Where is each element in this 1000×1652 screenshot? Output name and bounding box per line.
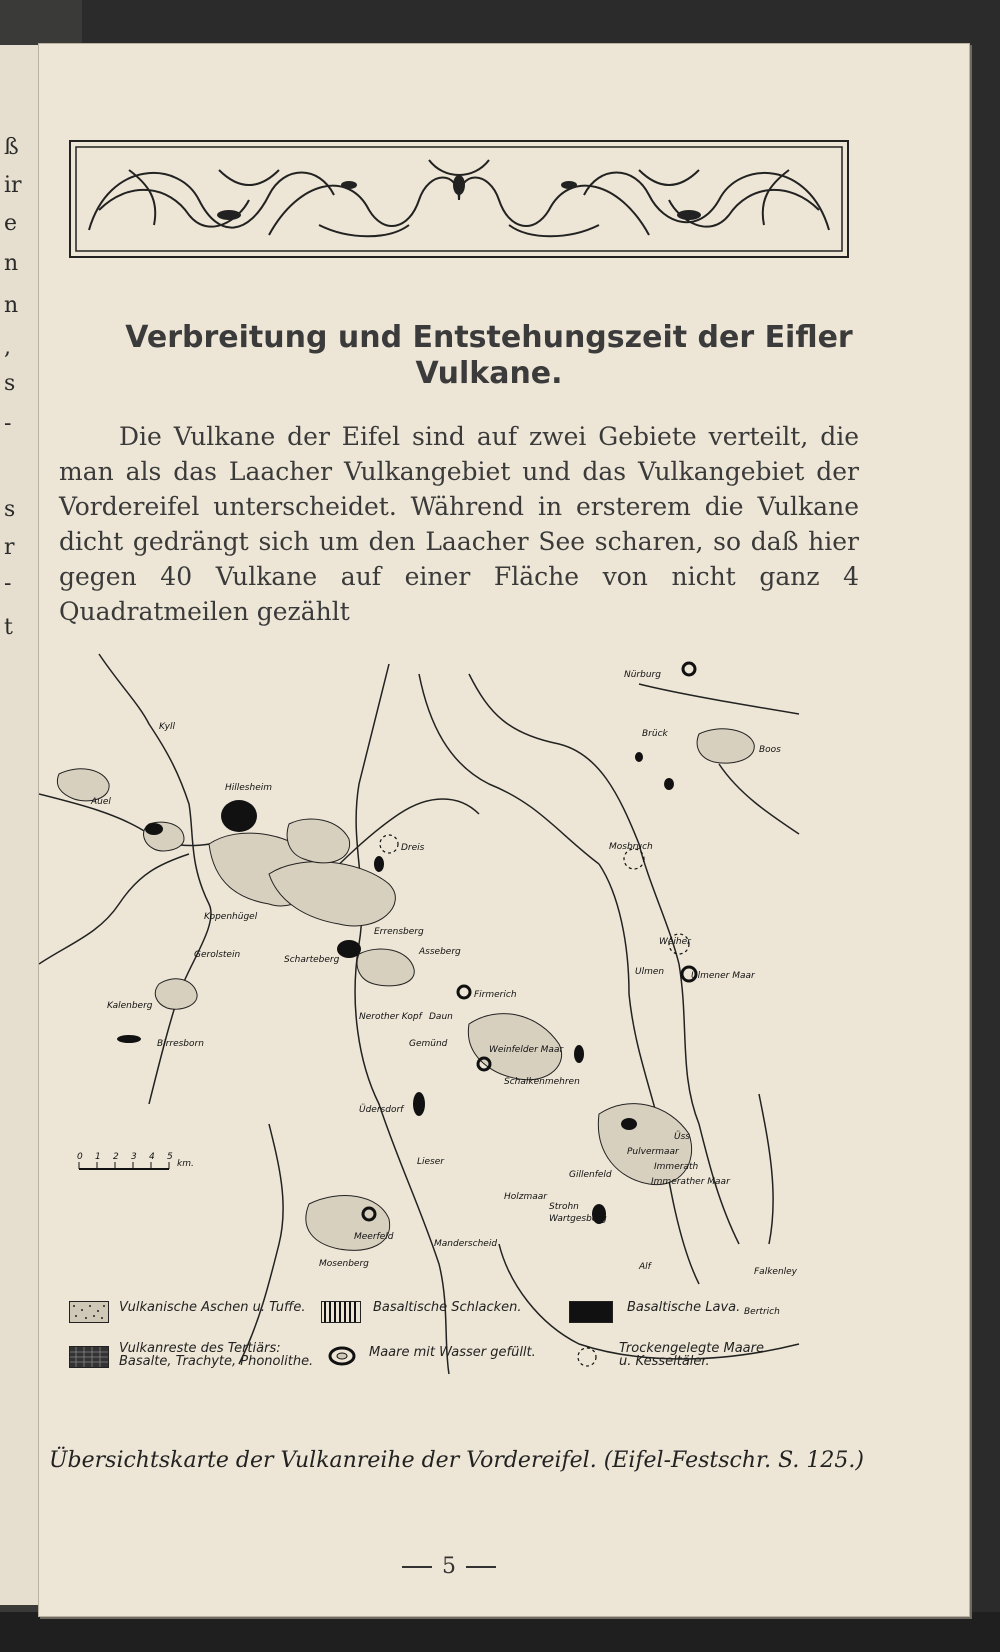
map-label: Strohn	[549, 1202, 579, 1212]
map-label: Scharteberg	[284, 955, 340, 965]
section-heading	[79, 320, 899, 392]
scale-tick-label: 0	[77, 1152, 83, 1162]
map-label: Nerother Kopf	[359, 1012, 422, 1022]
map-label: Asseberg	[419, 947, 461, 957]
map-label: Meerfeld	[354, 1232, 394, 1242]
map-label: Schalkenmehren	[504, 1077, 580, 1087]
map-label: Birresborn	[157, 1039, 204, 1049]
prev-page-char: r	[4, 535, 15, 560]
scale-unit: km.	[177, 1159, 194, 1169]
prev-page-char: n	[4, 293, 19, 318]
heading-line-2: Vulkane.	[415, 356, 563, 391]
prev-page-char: -	[4, 411, 12, 436]
legend-item-schlacken	[321, 1297, 561, 1327]
map-label: Üdersdorf	[359, 1105, 404, 1115]
prev-page-char: n	[4, 251, 19, 276]
prev-page-char: e	[4, 211, 18, 236]
prev-page-char: s	[4, 371, 16, 396]
map-caption: Übersichtskarte der Vulkanreihe der Vordereifel. (Eifel-Festschr. S. 125.)	[49, 1448, 864, 1473]
map-label: Mosbruch	[609, 842, 653, 852]
legend-swatch-dotted	[69, 1301, 109, 1323]
map-label: Hillesheim	[225, 783, 273, 793]
page-number-value: 5	[442, 1554, 456, 1579]
page-number-dash	[402, 1566, 432, 1568]
page-number-dash	[466, 1566, 496, 1568]
prev-page-char: t	[4, 615, 13, 640]
legend-label-line-1: Trockengelegte Maare	[619, 1341, 764, 1356]
map-label: Brück	[642, 729, 668, 739]
scale-bar	[77, 1152, 194, 1169]
map-label: Gerolstein	[194, 950, 241, 960]
map-label: Immerather Maar	[651, 1177, 730, 1187]
legend-item-lava	[569, 1297, 829, 1327]
scale-tick-label: 3	[131, 1152, 137, 1162]
map-label: Holzmaar	[504, 1192, 547, 1202]
lava-areas	[117, 752, 674, 1224]
heading-line-1: Verbreitung und Entstehungszeit der Eifler	[125, 320, 853, 355]
map-label: Dreis	[401, 843, 425, 853]
legend-label: Basaltische Lava.	[627, 1300, 741, 1315]
body-paragraph	[59, 419, 859, 629]
map-label: Boos	[759, 745, 781, 755]
legend-item-trocken	[574, 1342, 834, 1372]
legend-item-tertiaer	[69, 1342, 319, 1372]
scale-tick-label: 5	[167, 1152, 173, 1162]
body-paragraph-text: Die Vulkane der Eifel sind auf zwei Gebiete verteilt, die man als das Laacher Vulkangebiet und das Vulkangebiet der Vordereifel unterscheidet. Während in ersterem die Vulkane dicht gedrängt sich um den Laacher See scharen, so daß hier gegen 40 Vulkane auf einer Fläche von nicht ganz 4 Quadratmeilen gezählt	[59, 422, 859, 626]
prev-page-char: -	[4, 571, 12, 596]
map-label: Lieser	[417, 1157, 444, 1167]
map-label: Gillenfeld	[569, 1170, 612, 1180]
map-label: Kyll	[159, 722, 175, 732]
dry-maars	[380, 835, 689, 954]
legend-swatch-crosshatch	[69, 1346, 109, 1368]
scale-tick-label: 4	[149, 1152, 155, 1162]
legend-row-1	[69, 1297, 849, 1327]
legend-swatch-dashed-circle	[574, 1345, 600, 1369]
map-label: Firmerich	[474, 990, 517, 1000]
book-page	[38, 43, 970, 1617]
page-number	[369, 1554, 529, 1579]
map-label: Weinfelder Maar	[489, 1045, 564, 1055]
prev-page-char: s	[4, 497, 16, 522]
background-bottom	[0, 1612, 1000, 1652]
legend-label-line-2: u. Kesseltäler.	[619, 1354, 710, 1369]
prev-page-char: ir	[4, 173, 22, 198]
legend-swatch-solid-black	[569, 1301, 613, 1323]
map-label: Alf	[639, 1262, 651, 1272]
scale-tick-label: 2	[113, 1152, 119, 1162]
prev-page-char: ß	[4, 135, 19, 160]
volcano-map	[39, 644, 849, 1394]
map-label: Ulmener Maar	[691, 971, 755, 981]
legend-label: Maare mit Wasser gefüllt.	[369, 1345, 536, 1360]
map-label: Bertrich	[744, 1307, 780, 1317]
scale-tick-label: 1	[95, 1152, 101, 1162]
map-label: Weiher	[659, 937, 691, 947]
prev-page-char: ,	[4, 335, 11, 360]
legend-swatch-vertical-lines	[321, 1301, 361, 1323]
map-label: Gemünd	[409, 1039, 448, 1049]
legend-label: Vulkanische Aschen u. Tuffe.	[119, 1300, 306, 1315]
map-label: Kalenberg	[107, 1001, 153, 1011]
map-label: Immerath	[654, 1162, 699, 1172]
legend-item-tuff	[69, 1297, 309, 1327]
map-label: Wartgesberg	[549, 1214, 607, 1224]
map-label: Ulmen	[635, 967, 665, 977]
tuff-areas	[57, 729, 754, 1250]
map-label: Auel	[91, 797, 111, 807]
ornamental-header-band	[69, 140, 849, 258]
legend-row-2	[69, 1342, 849, 1372]
map-label: Nürburg	[624, 670, 661, 680]
map-label: Falkenley	[754, 1267, 798, 1277]
map-label: Mosenberg	[319, 1259, 369, 1269]
map-label: Kopenhügel	[204, 912, 258, 922]
map-label: Manderscheid	[434, 1239, 498, 1249]
legend-label-line-1: Vulkanreste des Tertiärs:	[119, 1341, 281, 1356]
map-label: Daun	[429, 1012, 453, 1022]
legend-label: Basaltische Schlacken.	[373, 1300, 522, 1315]
legend-label-line-2: Basalte, Trachyte, Phonolithe.	[119, 1354, 314, 1369]
map-label: Üss	[674, 1132, 690, 1142]
legend-swatch-ring	[327, 1345, 357, 1367]
legend-item-maare	[327, 1342, 567, 1372]
previous-page-edge	[0, 45, 40, 1605]
map-label: Errensberg	[374, 927, 424, 937]
map-label: Pulvermaar	[627, 1147, 679, 1157]
